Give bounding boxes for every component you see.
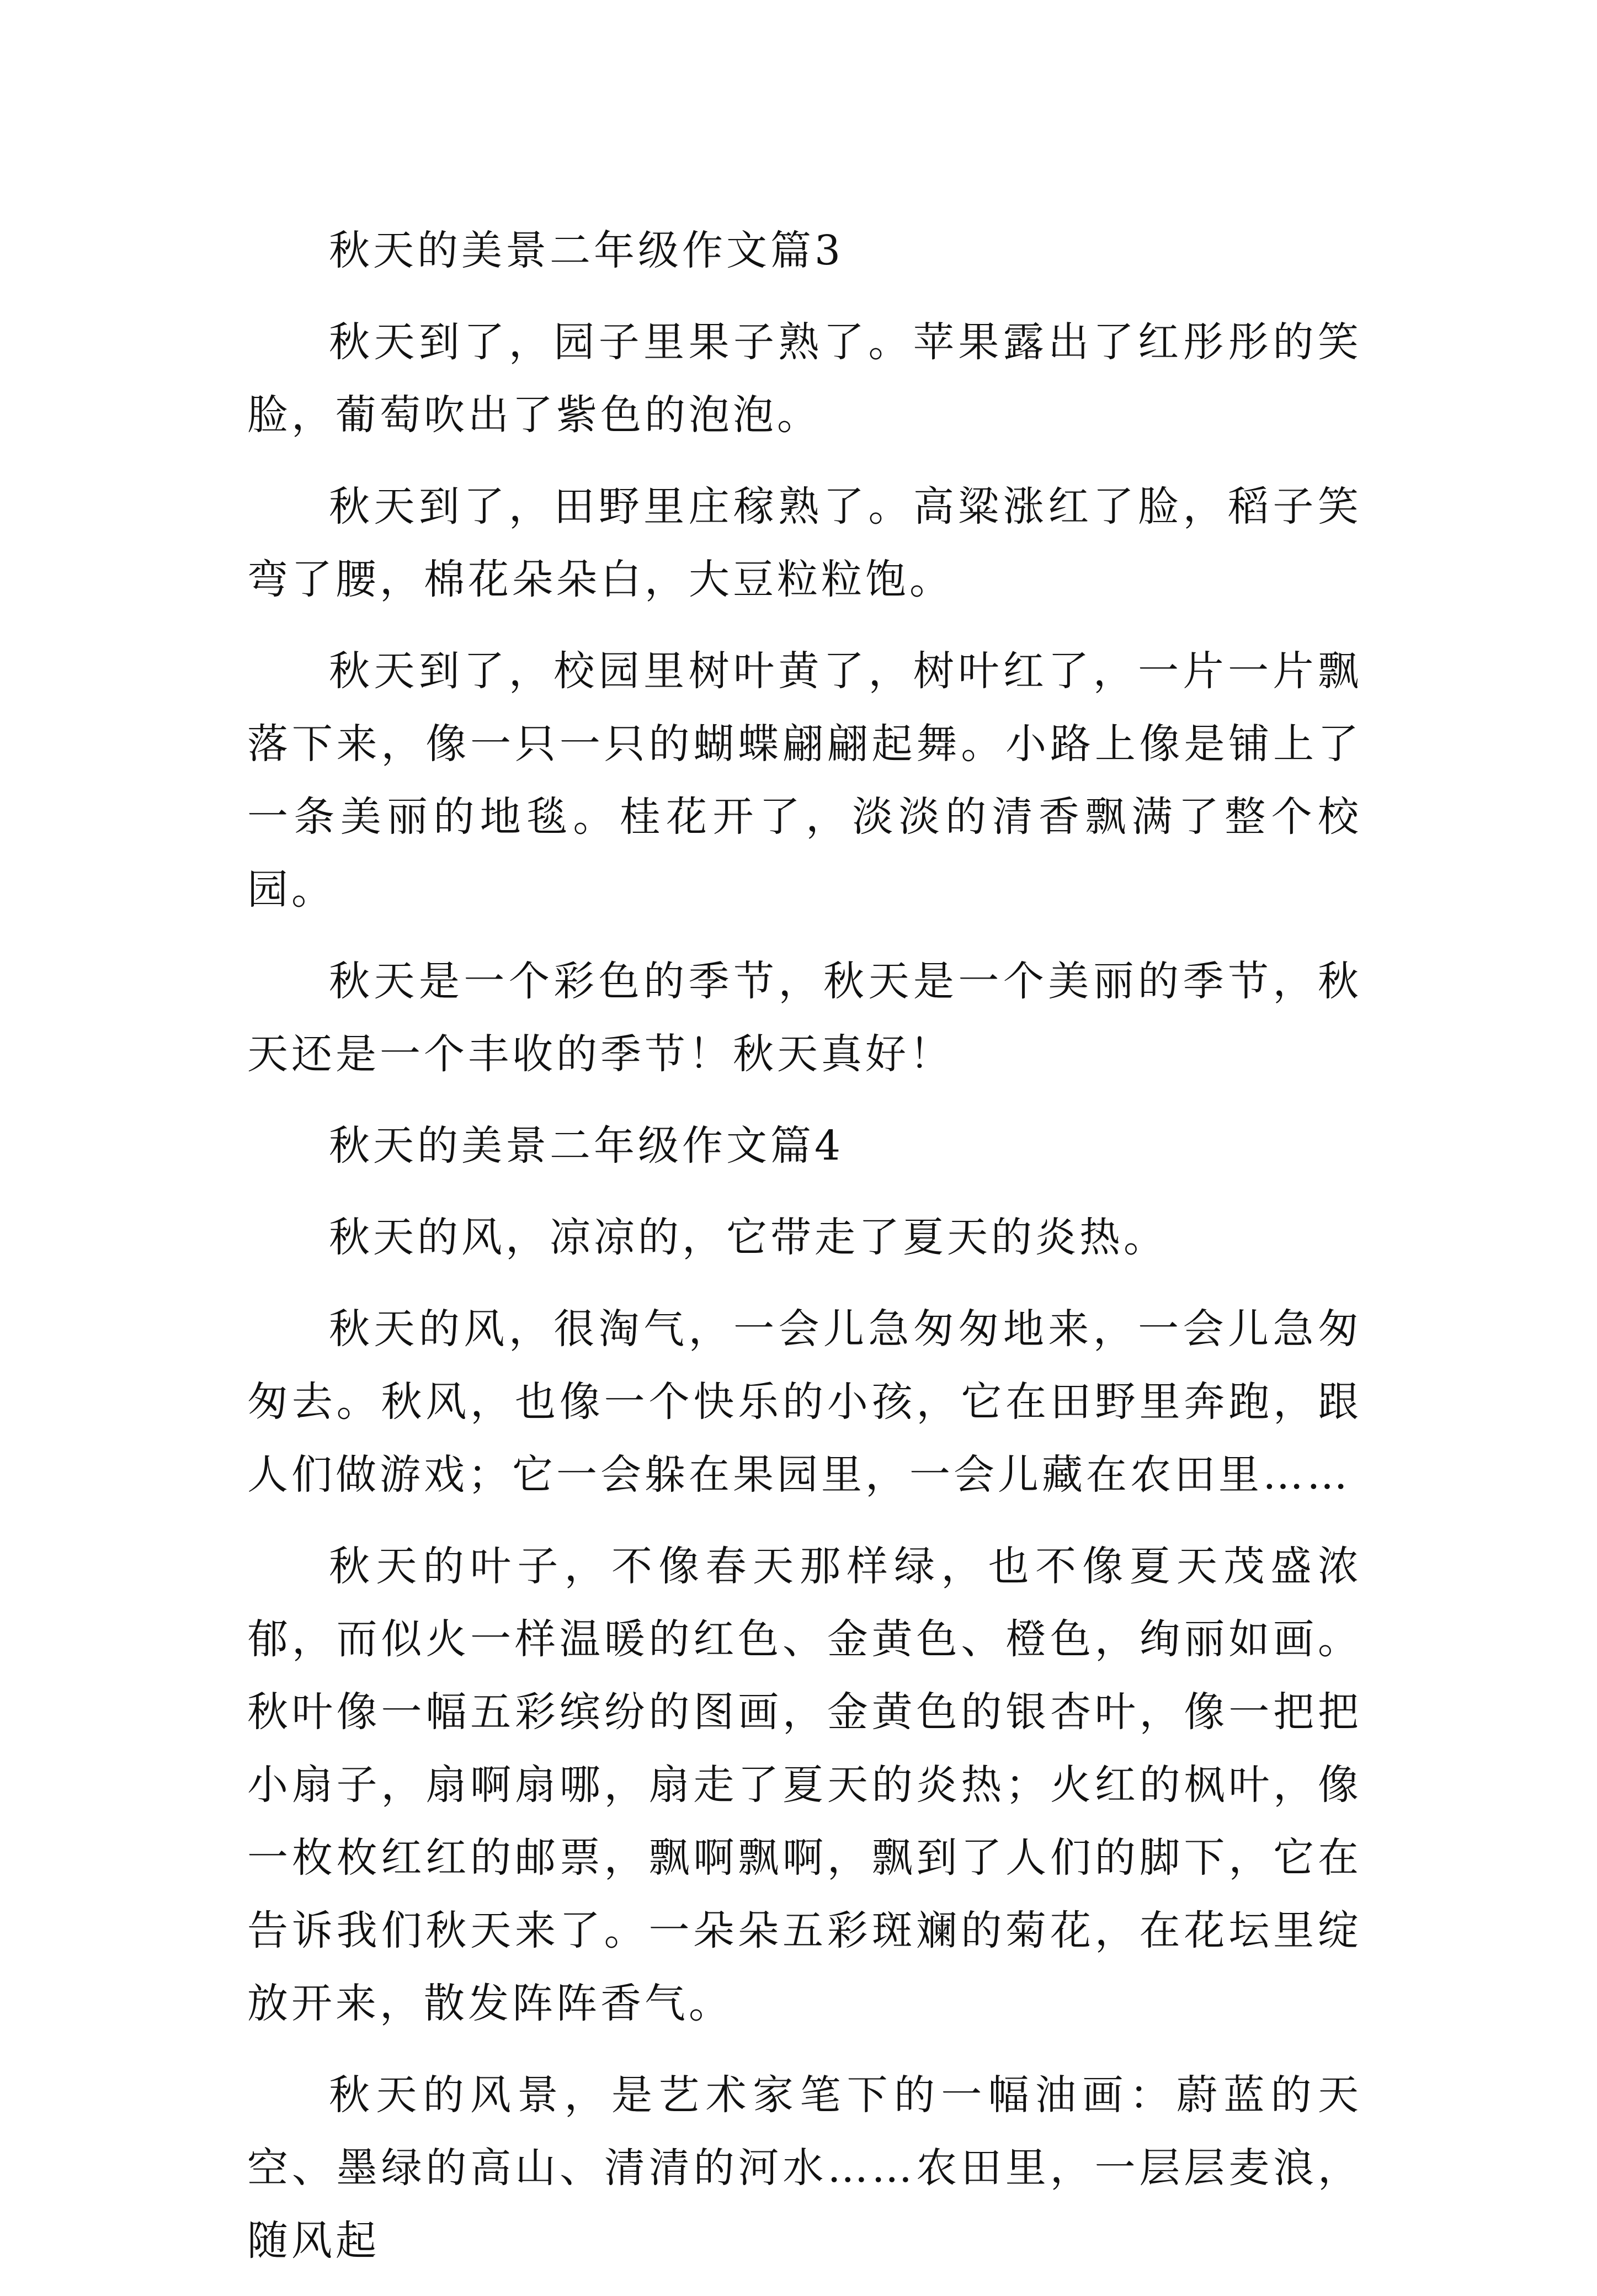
paragraph: 秋天的叶子，不像春天那样绿，也不像夏天茂盛浓郁，而似火一样温暖的红色、金黄色、橙色，绚丽如画。秋叶像一幅五彩缤纷的图画，金黄色的银杏叶，像一把把小扇子，扇啊扇哪，扇走了夏天的炎热；火红的枫叶，像一枚枚红红的邮票，飘啊飘啊，飘到了人们的脚下，它在告诉我们秋天来了。一朵朵五彩斑斓的菊花，在花坛里绽放开来，散发阵阵香气。 <box>247 1543 1362 2027</box>
paragraph: 秋天到了，田野里庄稼熟了。高粱涨红了脸，稻子笑弯了腰，棉花朵朵白，大豆粒粒饱。 <box>247 483 1362 603</box>
paragraph: 秋天的风，凉凉的，它带走了夏天的炎热。 <box>329 1214 1168 1261</box>
paragraph: 秋天的风景，是艺术家笔下的一幅油画：蔚蓝的天空、墨绿的高山、清清的河水……农田里，一层层麦浪，随风起 <box>247 2071 1362 2265</box>
paragraph: 秋天到了，园子里果子熟了。苹果露出了红彤彤的笑脸，葡萄吹出了紫色的泡泡。 <box>247 318 1362 439</box>
section-heading: 秋天的美景二年级作文篇4 <box>329 1122 844 1170</box>
section-heading: 秋天的美景二年级作文篇3 <box>329 227 844 274</box>
paragraph: 秋天是一个彩色的季节，秋天是一个美丽的季节，秋天还是一个丰收的季节！秋天真好！ <box>247 958 1362 1078</box>
paragraph: 秋天到了，校园里树叶黄了，树叶红了，一片一片飘落下来，像一只一只的蝴蝶翩翩起舞。小路上像是铺上了一条美丽的地毯。桂花开了，淡淡的清香飘满了整个校园。 <box>247 647 1362 913</box>
paragraph: 秋天的风，很淘气，一会儿急匆匆地来，一会儿急匆匆去。秋风，也像一个快乐的小孩，它在田野里奔跑，跟人们做游戏；它一会躲在果园里，一会儿藏在农田里…… <box>247 1305 1362 1498</box>
document-body <box>247 214 1362 2296</box>
